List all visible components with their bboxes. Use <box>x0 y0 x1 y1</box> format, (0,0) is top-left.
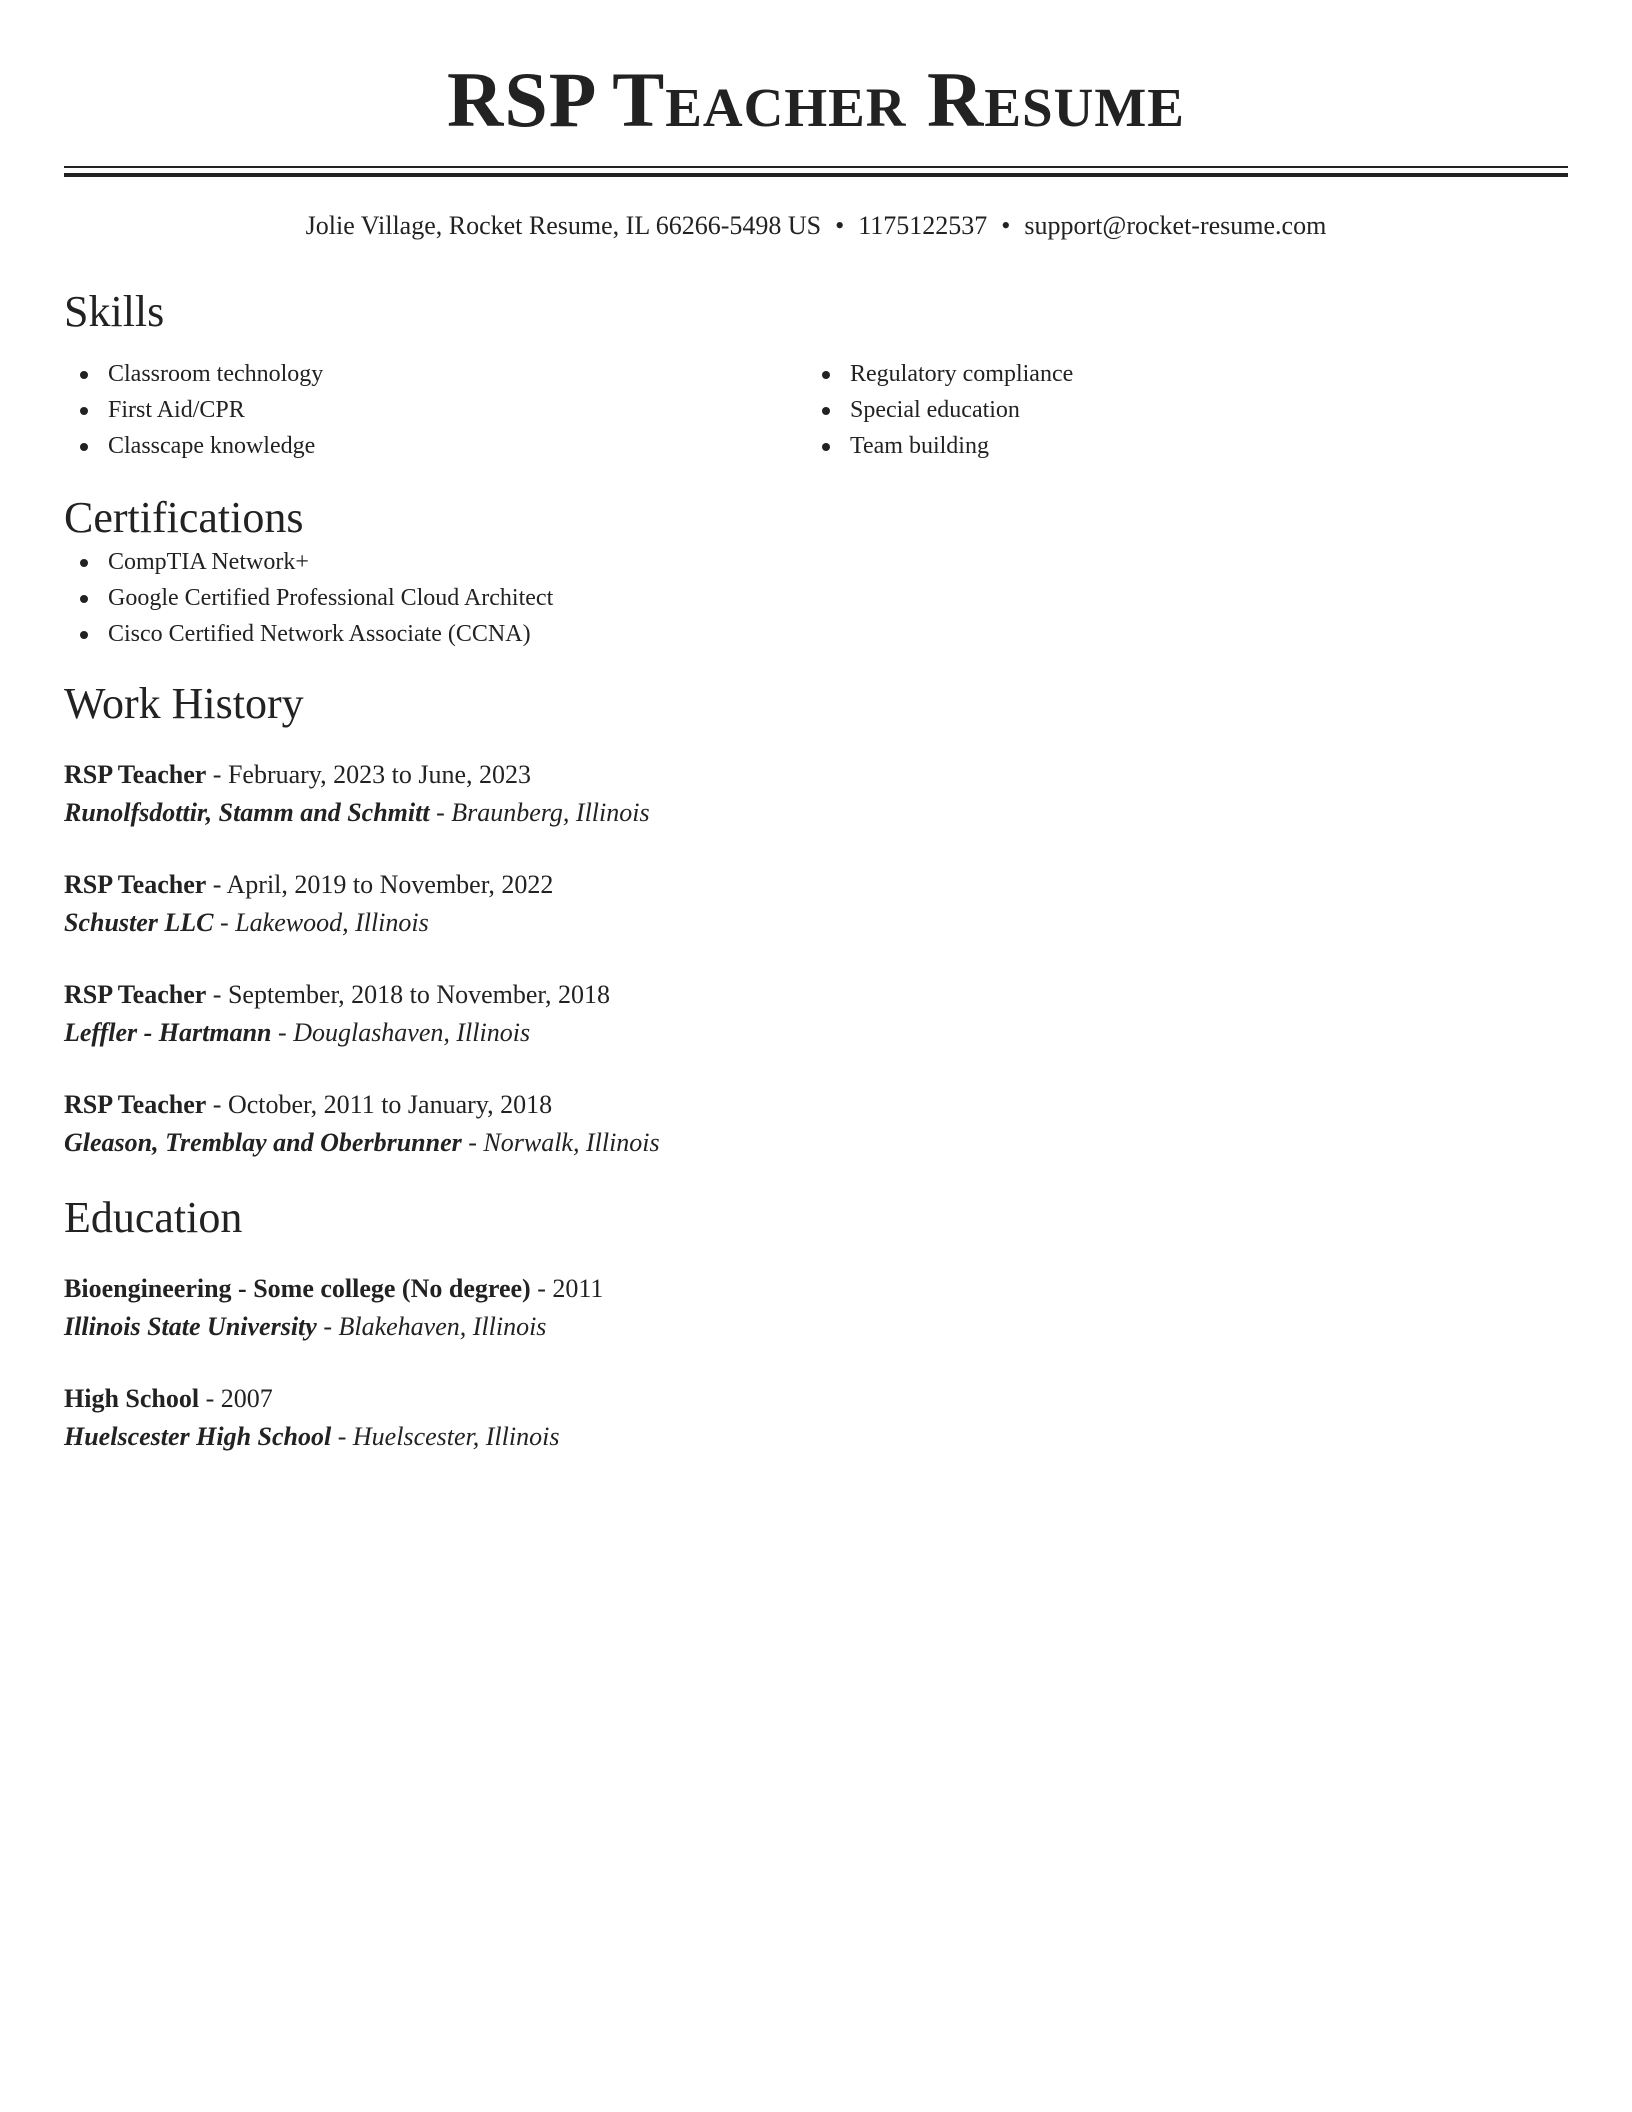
school-name: Huelscester High School <box>64 1422 332 1451</box>
contact-separator: • <box>835 211 845 240</box>
skill-item: First Aid/CPR <box>64 392 806 428</box>
employer-name: Gleason, Tremblay and Oberbrunner <box>64 1128 462 1157</box>
employer-name: Schuster LLC <box>64 908 214 937</box>
job-location: - Norwalk, Illinois <box>461 1128 660 1157</box>
skills-column-left <box>64 356 806 464</box>
school-location: - Huelscester, Illinois <box>331 1422 560 1451</box>
certification-item: Google Certified Professional Cloud Architect <box>64 580 1568 616</box>
certification-item: Cisco Certified Network Associate (CCNA) <box>64 616 1568 652</box>
contact-line <box>64 210 1568 242</box>
skills-column-right <box>806 356 1548 464</box>
employer-name: Leffler - Hartmann <box>64 1018 272 1047</box>
certifications-list <box>64 544 1568 652</box>
job-location: - Lakewood, Illinois <box>213 908 429 937</box>
title-divider-thick <box>64 173 1568 177</box>
certifications-heading: Certifications <box>64 493 304 542</box>
work-entry <box>64 866 1568 942</box>
job-title: RSP Teacher <box>64 760 207 789</box>
work-entry <box>64 1086 1568 1162</box>
degree-name: Bioengineering - Some college (No degree) <box>64 1274 531 1303</box>
degree-name: High School <box>64 1384 200 1413</box>
school-name: Illinois State University <box>64 1312 317 1341</box>
graduation-year: - 2007 <box>199 1384 273 1413</box>
work-entry <box>64 756 1568 832</box>
work-history-heading: Work History <box>64 679 304 728</box>
employer-name: Runolfsdottir, Stamm and Schmitt <box>64 798 430 827</box>
contact-separator: • <box>1001 211 1011 240</box>
resume-page <box>64 0 1568 1456</box>
education-entry <box>64 1270 1568 1346</box>
school-location: - Blakehaven, Illinois <box>316 1312 547 1341</box>
job-title: RSP Teacher <box>64 1090 207 1119</box>
job-dates: - February, 2023 to June, 2023 <box>206 760 532 789</box>
education-heading: Education <box>64 1193 243 1242</box>
skills-list <box>64 356 1568 464</box>
job-title: RSP Teacher <box>64 870 207 899</box>
skills-heading: Skills <box>64 287 165 336</box>
skill-item: Classcape knowledge <box>64 428 806 464</box>
job-location: - Braunberg, Illinois <box>429 798 650 827</box>
job-dates: - April, 2019 to November, 2022 <box>206 870 554 899</box>
skill-item: Special education <box>806 392 1548 428</box>
contact-email: support@rocket-resume.com <box>1024 211 1327 240</box>
contact-phone: 1175122537 <box>858 211 988 240</box>
certification-item: CompTIA Network+ <box>64 544 1568 580</box>
work-entry <box>64 976 1568 1052</box>
skill-item: Team building <box>806 428 1548 464</box>
resume-title: RSP Teacher Resume <box>447 56 1185 143</box>
skill-item: Regulatory compliance <box>806 356 1548 392</box>
education-entry <box>64 1380 1568 1456</box>
contact-address: Jolie Village, Rocket Resume, IL 66266-5498 US <box>305 211 822 240</box>
graduation-year: - 2011 <box>530 1274 604 1303</box>
title-divider-thin <box>64 166 1568 168</box>
job-location: - Douglashaven, Illinois <box>271 1018 531 1047</box>
skill-item: Classroom technology <box>64 356 806 392</box>
job-dates: - October, 2011 to January, 2018 <box>206 1090 553 1119</box>
job-dates: - September, 2018 to November, 2018 <box>206 980 611 1009</box>
job-title: RSP Teacher <box>64 980 207 1009</box>
